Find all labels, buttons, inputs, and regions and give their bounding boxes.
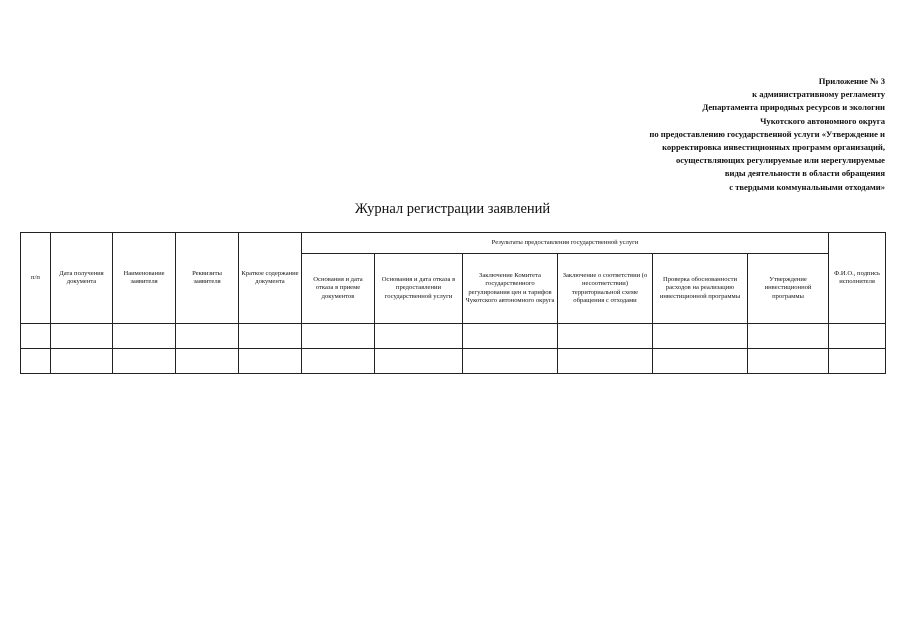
header-service-results: Результаты предоставления государственной услуги [302,233,829,254]
table-cell [653,349,748,374]
table-cell [375,349,463,374]
appendix-line: с твердыми коммунальными отходами» [729,181,885,192]
table-cell [21,324,51,349]
table-cell [302,324,375,349]
appendix-line: Чукотского автономного округа [760,115,885,126]
header-executor-signature: Ф.И.О., подпись исполнителя [829,233,886,324]
table-cell [463,324,558,349]
registration-journal-table [20,232,886,374]
header-applicant-name: Наименование заявителя [113,233,176,324]
header-refusal-acceptance: Основания и дата отказа в приеме документов [302,254,375,324]
journal-title: Журнал регистрации заявлений [354,201,551,217]
appendix-line: Приложение № 3 [818,76,885,86]
table-cell [829,349,886,374]
table-cell [375,324,463,349]
appendix-line: виды деятельности в области обращения [724,168,885,179]
table-cell [113,324,176,349]
appendix-line: к административному регламенту [752,89,885,100]
table-row [21,349,886,374]
appendix-line: по предоставлению государственной услуги «Утверждение и [649,128,885,139]
table-cell [113,349,176,374]
table-cell [239,349,302,374]
table-cell [302,349,375,374]
header-waste-scheme-conclusion: Заключение о соответствии (о несоответствии) территориальной схеме обращения с отходами [558,254,653,324]
appendix-line: осуществляющих регулируемые или нерегулируемые [676,155,885,166]
header-tariff-committee-conclusion: Заключение Комитета государственного регулирования цен и тарифов Чукотского автономного округа [463,254,558,324]
table-cell [748,349,829,374]
table-cell [239,324,302,349]
table-cell [176,324,239,349]
header-document-summary: Краткое содержание документа [239,233,302,324]
header-date-received: Дата получения документа [51,233,113,324]
header-cost-verification: Проверка обоснованности расходов на реализацию инвестиционной программы [653,254,748,324]
header-refusal-service: Основания и дата отказа в предоставлении государственной услуги [375,254,463,324]
table-cell [829,324,886,349]
appendix-line: корректировка инвестиционных программ организаций, [662,142,885,153]
table-cell [748,324,829,349]
table-row [21,324,886,349]
table-cell [463,349,558,374]
table-cell [21,349,51,374]
header-row-number: п/п [21,233,51,324]
table-cell [51,324,113,349]
header-applicant-details: Реквизиты заявителя [176,233,239,324]
table-cell [51,349,113,374]
appendix-line: Департамента природных ресурсов и экологии [702,102,885,113]
table-cell [558,324,653,349]
table-cell [176,349,239,374]
appendix-header [465,75,885,194]
table-cell [653,324,748,349]
table-cell [558,349,653,374]
header-program-approval: Утверждение инвестиционной программы [748,254,829,324]
